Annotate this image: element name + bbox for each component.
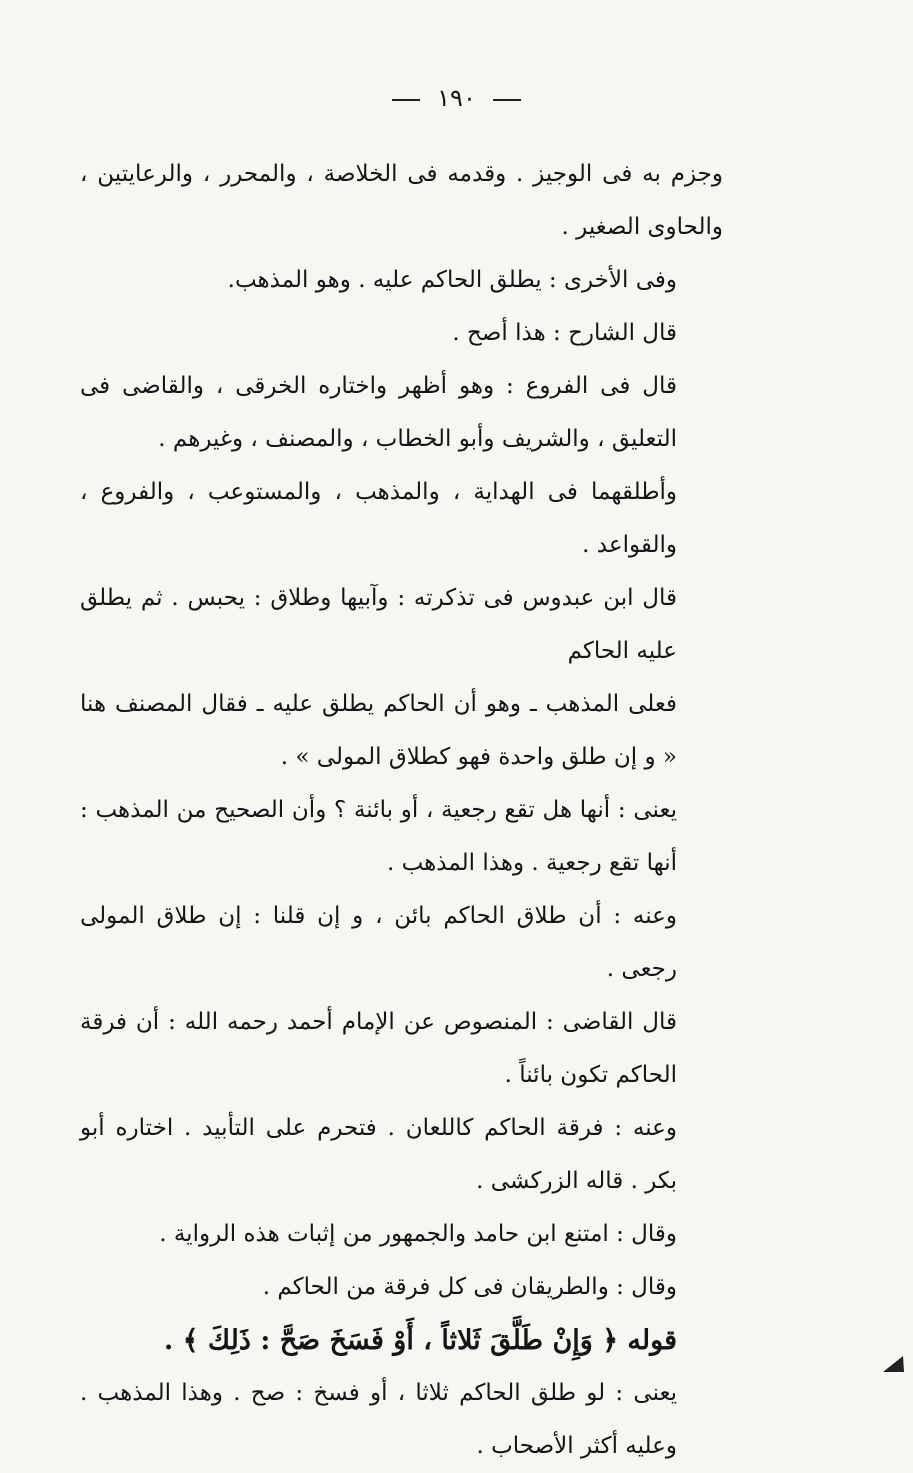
paragraph: فعلى المذهب ـ وهو أن الحاكم يطلق عليه ـ فقال المصنف هنا « و إن طلق واحدة فهو كطلاق المولى » . <box>80 691 677 770</box>
paragraph: قال القاضى : المنصوص عن الإمام أحمد رحمه الله : أن فرقة الحاكم تكون بائناً . <box>80 1009 677 1088</box>
paragraph: يعنى : أنها هل تقع رجعية ، أو بائنة ؟ وأن الصحيح من المذهب : أنها تقع رجعية . وهذا المذهب . <box>80 797 677 876</box>
paragraph: قال الشارح : هذا أصح . <box>452 320 677 346</box>
header-dash-right <box>493 99 521 101</box>
header-dash-left <box>392 99 420 101</box>
quoted-verse: قوله ﴿ وَإِنْ طَلَّقَ ثَلاثاً ، أَوْ فَسَخَ صَحَّ : ذَلِكَ ﴾ . <box>163 1325 677 1356</box>
paragraph: وقال : والطريقان فى كل فرقة من الحاكم . <box>262 1274 677 1300</box>
paragraph: وقال : امتنع ابن حامد والجمهور من إثبات هذه الرواية . <box>159 1221 677 1247</box>
page-header <box>0 84 913 112</box>
paragraph: وعنه : أن طلاق الحاكم بائن ، و إن قلنا : إن طلاق المولى رجعى . <box>80 903 677 982</box>
paragraph: قال ابن عبدوس فى تذكرته : وآبيها وطلاق : يحبس . ثم يطلق عليه الحاكم <box>80 585 677 664</box>
paragraph: وفى الأخرى : يطلق الحاكم عليه . وهو المذهب. <box>227 267 677 293</box>
paragraph: وعنه : فرقة الحاكم كاللعان . فتحرم على التأبيد . اختاره أبو بكر . قاله الزركشى . <box>80 1115 677 1194</box>
paragraph: يعنى : لو طلق الحاكم ثلاثا ، أو فسخ : صح . وهذا المذهب . وعليه أكثر الأصحاب . <box>80 1380 677 1459</box>
body-text <box>80 148 723 1473</box>
page-corner-mark <box>877 1344 907 1374</box>
paragraph: وأطلقهما فى الهداية ، والمذهب ، والمستوعب ، والفروع ، والقواعد . <box>80 479 677 558</box>
page-number: ١٩٠ <box>437 84 476 112</box>
paragraph: وجزم به فى الوجيز . وقدمه فى الخلاصة ، والمحرر ، والرعايتين ، والحاوى الصغير . <box>80 161 723 240</box>
paragraph: قال فى الفروع : وهو أظهر واختاره الخرقى ، والقاضى فى التعليق ، والشريف وأبو الخطاب ، والمصنف ، وغيرهم . <box>80 373 677 452</box>
